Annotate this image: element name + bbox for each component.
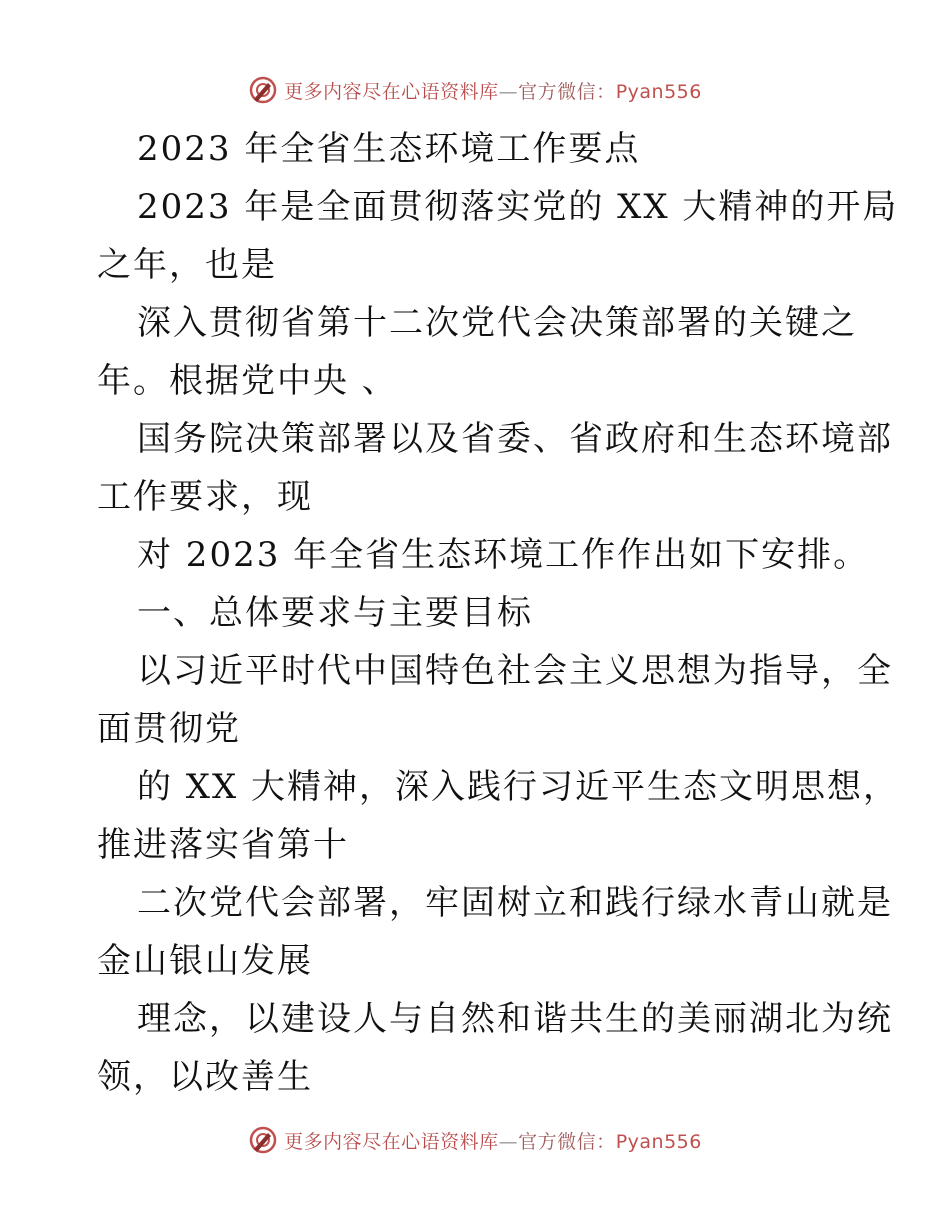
doc-line: 深入贯彻省第十二次党代会决策部署的关键之 — [137, 303, 857, 343]
doc-line: 领，以改善生 — [97, 1057, 313, 1097]
doc-line: 金山银山发展 — [97, 941, 313, 981]
watermark-text — [284, 1127, 702, 1154]
doc-line: 面贯彻党 — [97, 709, 241, 749]
doc-line: 对 2023 年全省生态环境工作作出如下安排。 — [137, 535, 870, 575]
doc-line: 二次党代会部署，牢固树立和践行绿水青山就是 — [137, 883, 893, 923]
watermark-wechat-id: Pyan556 — [615, 80, 702, 103]
watermark-site-text: 更多内容尽在心语资料库 — [284, 80, 499, 103]
doc-line: 2023 年是全面贯彻落实党的 XX 大精神的开局 — [137, 187, 899, 227]
watermark-wechat-label: 官方微信： — [518, 1130, 616, 1153]
doc-line: 年。根据党中央 、 — [97, 361, 398, 401]
brand-logo-icon — [248, 1125, 278, 1155]
doc-line: 工作要求，现 — [97, 477, 313, 517]
footer-watermark-banner — [0, 1120, 950, 1160]
watermark-site-text: 更多内容尽在心语资料库 — [284, 1130, 499, 1153]
document-body — [97, 120, 900, 1106]
watermark-wechat-id: Pyan556 — [615, 1130, 702, 1153]
doc-line: 推进落实省第十 — [97, 825, 349, 865]
doc-line: 的 XX 大精神，深入践行习近平生态文明思想， — [137, 767, 900, 807]
doc-line: 国务院决策部署以及省委、省政府和生态环境部 — [137, 419, 893, 459]
doc-line: 理念，以建设人与自然和谐共生的美丽湖北为统 — [137, 999, 893, 1039]
header-watermark-banner — [0, 70, 950, 110]
brand-logo-icon — [248, 75, 278, 105]
watermark-separator: — — [498, 1130, 519, 1153]
doc-line: 以习近平时代中国特色社会主义思想为指导，全 — [137, 651, 893, 691]
doc-line: 之年，也是 — [97, 245, 277, 285]
doc-line: 2023 年全省生态环境工作要点 — [137, 129, 641, 169]
watermark-text — [284, 77, 702, 104]
watermark-separator: — — [498, 80, 519, 103]
doc-line: 一、总体要求与主要目标 — [137, 593, 533, 633]
watermark-wechat-label: 官方微信： — [518, 80, 616, 103]
